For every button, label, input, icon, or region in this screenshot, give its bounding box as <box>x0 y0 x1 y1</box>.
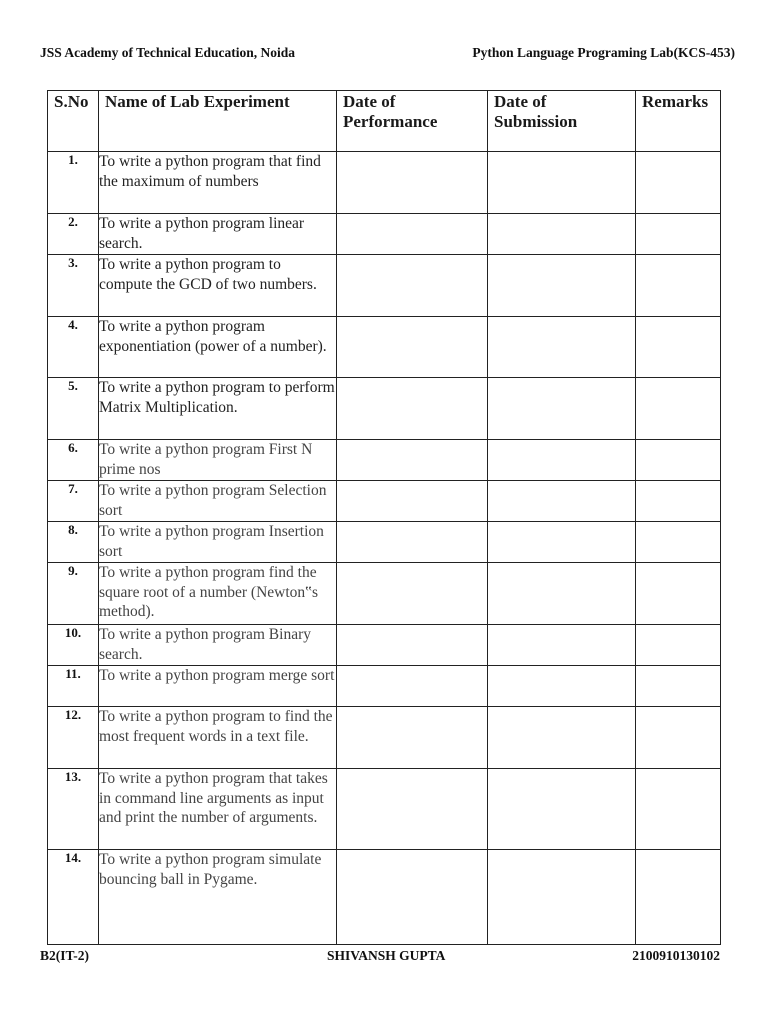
row-experiment-name: To write a python program find the square root of a number (Newton‟s method). <box>99 563 337 625</box>
footer-student-name: SHIVANSH GUPTA <box>327 948 446 963</box>
column-header-experiment: Name of Lab Experiment <box>99 91 337 152</box>
footer-roll-number: 2100910130102 <box>632 948 720 963</box>
row-experiment-name: To write a python program to perform Matrix Multiplication. <box>99 378 337 440</box>
row-remarks <box>636 666 721 707</box>
row-serial-number: 8. <box>48 522 99 563</box>
header-course: Python Language Programing Lab(KCS-453) <box>472 45 735 60</box>
column-header-remarks: Remarks <box>636 91 721 152</box>
row-remarks <box>636 440 721 481</box>
row-remarks <box>636 214 721 255</box>
row-serial-number: 3. <box>48 255 99 317</box>
row-remarks <box>636 769 721 850</box>
row-experiment-name: To write a python program exponentiation (power of a number). <box>99 317 337 378</box>
row-date-performance <box>337 440 488 481</box>
row-date-submission <box>488 255 636 317</box>
table-row <box>48 769 721 850</box>
row-date-performance <box>337 563 488 625</box>
row-date-performance <box>337 255 488 317</box>
row-remarks <box>636 850 721 945</box>
row-remarks <box>636 378 721 440</box>
row-date-submission <box>488 850 636 945</box>
row-remarks <box>636 255 721 317</box>
row-experiment-name: To write a python program that find the maximum of numbers <box>99 152 337 214</box>
row-date-submission <box>488 317 636 378</box>
row-serial-number: 11. <box>48 666 99 707</box>
row-date-submission <box>488 563 636 625</box>
row-remarks <box>636 522 721 563</box>
row-date-submission <box>488 440 636 481</box>
row-date-submission <box>488 522 636 563</box>
row-remarks <box>636 707 721 769</box>
table-row <box>48 255 721 317</box>
row-date-submission <box>488 378 636 440</box>
row-serial-number: 5. <box>48 378 99 440</box>
row-experiment-name: To write a python program Insertion sort <box>99 522 337 563</box>
row-date-performance <box>337 378 488 440</box>
table-row <box>48 563 721 625</box>
row-serial-number: 13. <box>48 769 99 850</box>
row-serial-number: 9. <box>48 563 99 625</box>
lab-experiments-table <box>47 90 721 945</box>
row-serial-number: 12. <box>48 707 99 769</box>
row-date-submission <box>488 152 636 214</box>
row-serial-number: 6. <box>48 440 99 481</box>
row-date-performance <box>337 317 488 378</box>
row-experiment-name: To write a python program First N prime nos <box>99 440 337 481</box>
row-remarks <box>636 625 721 666</box>
row-experiment-name: To write a python program to find the most frequent words in a text file. <box>99 707 337 769</box>
header-institution: JSS Academy of Technical Education, Noida <box>40 45 296 60</box>
table-row <box>48 378 721 440</box>
row-date-performance <box>337 152 488 214</box>
row-serial-number: 10. <box>48 625 99 666</box>
row-experiment-name: To write a python program simulate bouncing ball in Pygame. <box>99 850 337 945</box>
row-serial-number: 4. <box>48 317 99 378</box>
table-row <box>48 440 721 481</box>
table-row <box>48 850 721 945</box>
row-experiment-name: To write a python program merge sort <box>99 666 337 707</box>
table-header-row <box>48 91 721 152</box>
table-row <box>48 707 721 769</box>
row-remarks <box>636 317 721 378</box>
table-row <box>48 152 721 214</box>
row-experiment-name: To write a python program to compute the GCD of two numbers. <box>99 255 337 317</box>
table-row <box>48 317 721 378</box>
row-date-performance <box>337 522 488 563</box>
row-date-submission <box>488 707 636 769</box>
table-row <box>48 666 721 707</box>
row-serial-number: 7. <box>48 481 99 522</box>
row-experiment-name: To write a python program Selection sort <box>99 481 337 522</box>
row-date-performance <box>337 769 488 850</box>
column-header-sno: S.No <box>48 91 99 152</box>
table-row <box>48 522 721 563</box>
row-date-submission <box>488 625 636 666</box>
row-date-performance <box>337 214 488 255</box>
row-serial-number: 1. <box>48 152 99 214</box>
row-remarks <box>636 563 721 625</box>
row-experiment-name: To write a python program that takes in command line arguments as input and print the number of arguments. <box>99 769 337 850</box>
column-header-date-performance: Date of Performance <box>337 91 488 152</box>
table-row <box>48 625 721 666</box>
row-remarks <box>636 152 721 214</box>
table-row <box>48 214 721 255</box>
row-date-submission <box>488 481 636 522</box>
row-date-performance <box>337 481 488 522</box>
row-date-performance <box>337 625 488 666</box>
row-date-performance <box>337 707 488 769</box>
row-remarks <box>636 481 721 522</box>
column-header-date-submission: Date of Submission <box>488 91 636 152</box>
row-date-performance <box>337 666 488 707</box>
table-row <box>48 481 721 522</box>
row-date-performance <box>337 850 488 945</box>
row-date-submission <box>488 666 636 707</box>
row-serial-number: 14. <box>48 850 99 945</box>
footer-batch: B2(IT-2) <box>40 948 90 963</box>
row-date-submission <box>488 769 636 850</box>
row-experiment-name: To write a python program linear search. <box>99 214 337 255</box>
row-date-submission <box>488 214 636 255</box>
row-serial-number: 2. <box>48 214 99 255</box>
row-experiment-name: To write a python program Binary search. <box>99 625 337 666</box>
